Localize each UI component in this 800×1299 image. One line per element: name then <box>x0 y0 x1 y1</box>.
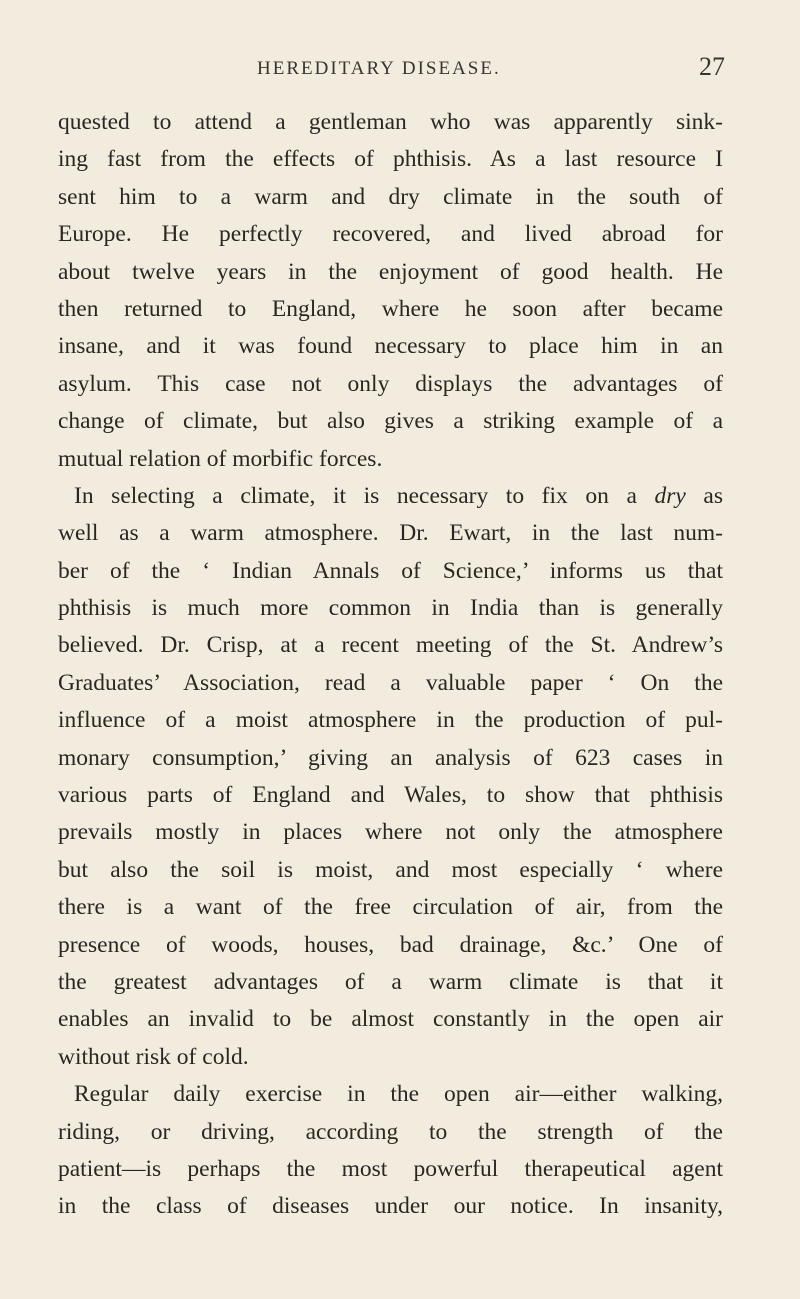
text-line: mutual relation of morbific forces. <box>58 445 383 472</box>
text-line: sent him to a warm and dry climate in the south of <box>58 183 723 210</box>
text-line: there is a want of the free circulation of air, from the <box>58 894 723 921</box>
text-line: believed. Dr. Crisp, at a recent meeting of the St. Andrew’s <box>58 632 723 659</box>
text-line: influence of a moist atmosphere in the production of pul- <box>58 707 723 734</box>
text-line: presence of woods, houses, bad drainage, &c.’ One of <box>58 931 723 958</box>
text-line: without risk of cold. <box>58 1043 249 1070</box>
paragraph-first-line: Regular daily exercise in the open air—either walking, <box>74 1081 723 1108</box>
text-line: quested to attend a gentleman who was apparently sink- <box>58 109 723 135</box>
text-line: change of climate, but also gives a striking example of a <box>58 408 723 435</box>
running-head <box>0 52 800 88</box>
running-title: HEREDITARY DISEASE. <box>257 58 501 79</box>
emphasis-text: dry <box>654 482 686 509</box>
text-line: prevails mostly in places where not only the atmosphere <box>58 819 723 846</box>
text-line: but also the soil is moist, and most especially ‘ where <box>58 856 723 883</box>
text-line: Graduates’ Association, read a valuable paper ‘ On the <box>58 669 723 696</box>
text-line: the greatest advantages of a warm climate is that it <box>58 968 723 995</box>
text-line: then returned to England, where he soon after became <box>58 295 723 322</box>
text-line: various parts of England and Wales, to show that phthisis <box>58 782 723 809</box>
text-line: patient—is perhaps the most powerful therapeutical agent <box>58 1155 723 1182</box>
text-run: In selecting a climate, it is necessary to fix on a <box>74 482 655 509</box>
body-text <box>58 104 723 1226</box>
text-line: enables an invalid to be almost constantly in the open air <box>58 1006 723 1033</box>
text-run: as <box>685 482 723 509</box>
text-line: riding, or driving, according to the strength of the <box>58 1118 723 1145</box>
text-line: monary consumption,’ giving an analysis of 623 cases in <box>58 744 723 771</box>
text-line: ing fast from the effects of phthisis. As a last resource I <box>58 146 723 173</box>
text-line: phthisis is much more common in India than is generally <box>58 595 723 622</box>
text-line: about twelve years in the enjoyment of good health. He <box>58 258 723 285</box>
text-line: Europe. He perfectly recovered, and lived abroad for <box>58 221 723 248</box>
text-line: ber of the ‘ Indian Annals of Science,’ informs us that <box>58 557 723 584</box>
text-line: in the class of diseases under our notice. In insanity, <box>58 1193 723 1220</box>
text-line: asylum. This case not only displays the advantages of <box>58 370 723 397</box>
page-number: 27 <box>699 52 725 81</box>
text-line: well as a warm atmosphere. Dr. Ewart, in the last num- <box>58 520 723 547</box>
paragraph-first-line <box>58 478 723 515</box>
text-line: insane, and it was found necessary to place him in an <box>58 333 723 360</box>
